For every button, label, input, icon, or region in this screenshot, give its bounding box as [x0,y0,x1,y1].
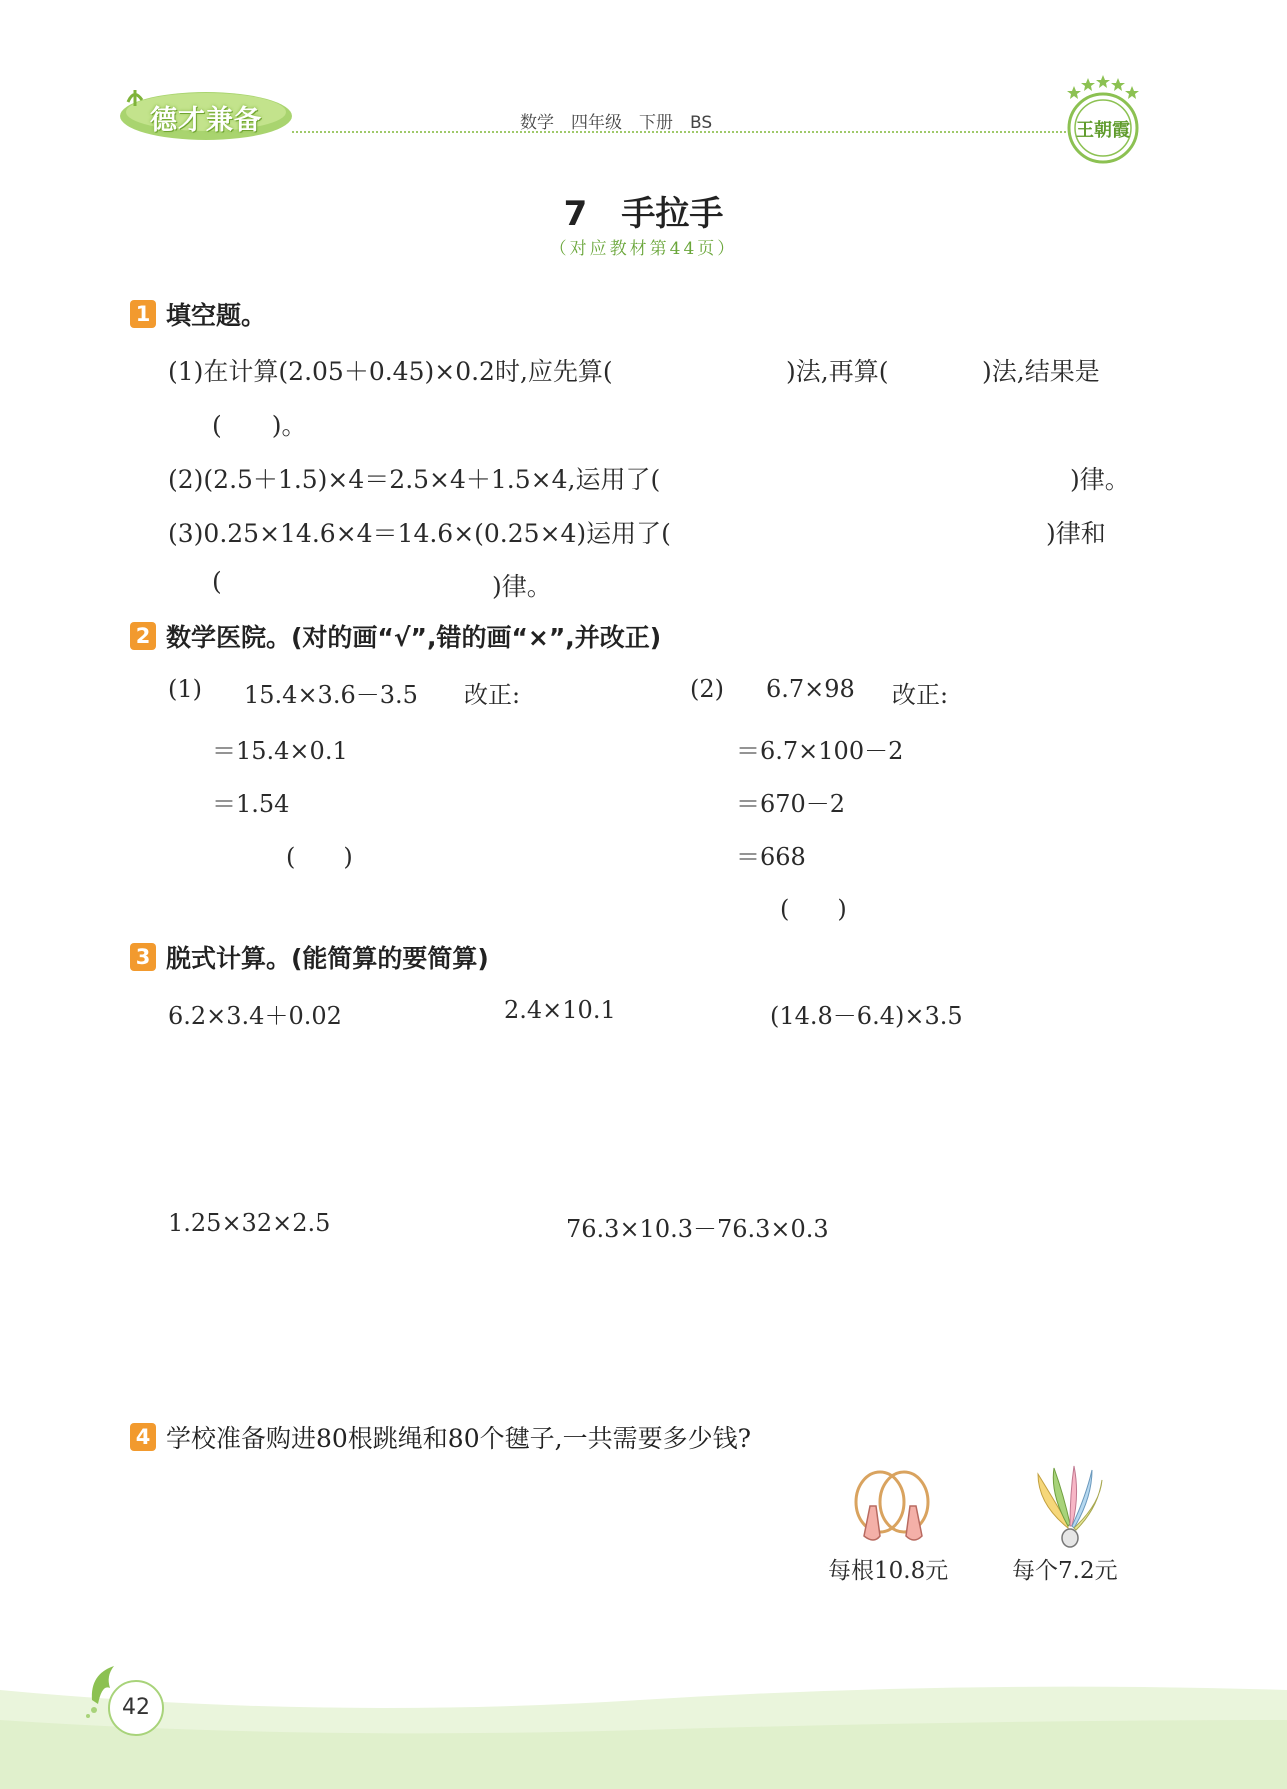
q3-expression-3: (14.8－6.4)×3.5 [770,1002,963,1030]
section-3-header [130,941,489,973]
footer-background [0,1660,1287,1789]
page-number: 42 [108,1680,164,1736]
q2a-label: (1) [168,675,202,703]
q1-line3-start: (2)(2.5＋1.5)×4＝2.5×4＋1.5×4,运用了( [168,465,661,494]
section-1-header [130,298,266,330]
q2a-step1: ＝15.4×0.1 [212,737,348,765]
q2a-judgement-blank: ( ) [286,843,353,871]
q1-line5-end: )律。 [492,572,552,601]
q3-expression-4: 1.25×32×2.5 [168,1209,331,1237]
q2a-expression: 15.4×3.6－3.5 [244,681,418,709]
q2b-judgement-blank: ( ) [780,895,847,923]
header-logo-text: 德才兼备 [150,105,262,136]
section-4-header [130,1421,751,1453]
q3-expression-5: 76.3×10.3－76.3×0.3 [566,1215,829,1243]
lesson-subtitle: （对应教材第44页） [549,239,738,259]
q1-line1-middle: )法,再算( [786,357,889,386]
section-number-badge: 4 [130,1423,156,1451]
header-subject-line: 数学 四年级 下册 BS [520,113,713,133]
q2b-label: (2) [690,675,724,703]
q3-expression-1: 6.2×3.4＋0.02 [168,1002,342,1030]
section-2-header [130,620,661,652]
q1-line4-end: )律和 [1046,519,1106,548]
section-number-badge: 2 [130,622,156,650]
author-seal-badge [1060,72,1146,170]
q2b-step1: ＝6.7×100－2 [736,737,904,765]
q1-line3-end: )律。 [1070,465,1130,494]
jump-rope-price: 每根10.8元 [828,1558,949,1584]
q1-line1-end: )法,结果是 [982,357,1100,386]
q1-line5-start: ( [212,567,222,596]
q2b-correction-label: 改正: [892,681,949,709]
jump-rope-illustration [850,1468,934,1548]
section-number-badge: 3 [130,943,156,971]
lesson-title: 7 手拉手 [563,194,724,234]
shuttlecock-illustration [1030,1464,1108,1552]
q2b-step2: ＝670－2 [736,790,846,818]
q1-line4-start: (3)0.25×14.6×4＝14.6×(0.25×4)运用了( [168,519,671,548]
q2a-correction-label: 改正: [464,681,521,709]
q2a-step2: ＝1.54 [212,790,290,818]
q3-expression-2: 2.4×10.1 [504,996,616,1024]
section-heading: 数学医院。(对的画“√”,错的画“×”,并改正) [166,623,662,652]
q1-line2: ( )。 [212,411,307,440]
section-heading: 填空题。 [166,301,267,330]
section-heading: 脱式计算。(能简算的要简算) [166,944,489,973]
q2b-expression: 6.7×98 [766,675,855,703]
shuttlecock-price: 每个7.2元 [1012,1558,1118,1584]
q2b-step3: ＝668 [736,843,806,871]
section-heading: 学校准备购进80根跳绳和80个毽子,一共需要多少钱? [166,1424,751,1453]
q1-line1-start: (1)在计算(2.05＋0.45)×0.2时,应先算( [168,357,613,386]
author-seal-text: 王朝霞 [1076,120,1130,141]
section-number-badge: 1 [130,300,156,328]
